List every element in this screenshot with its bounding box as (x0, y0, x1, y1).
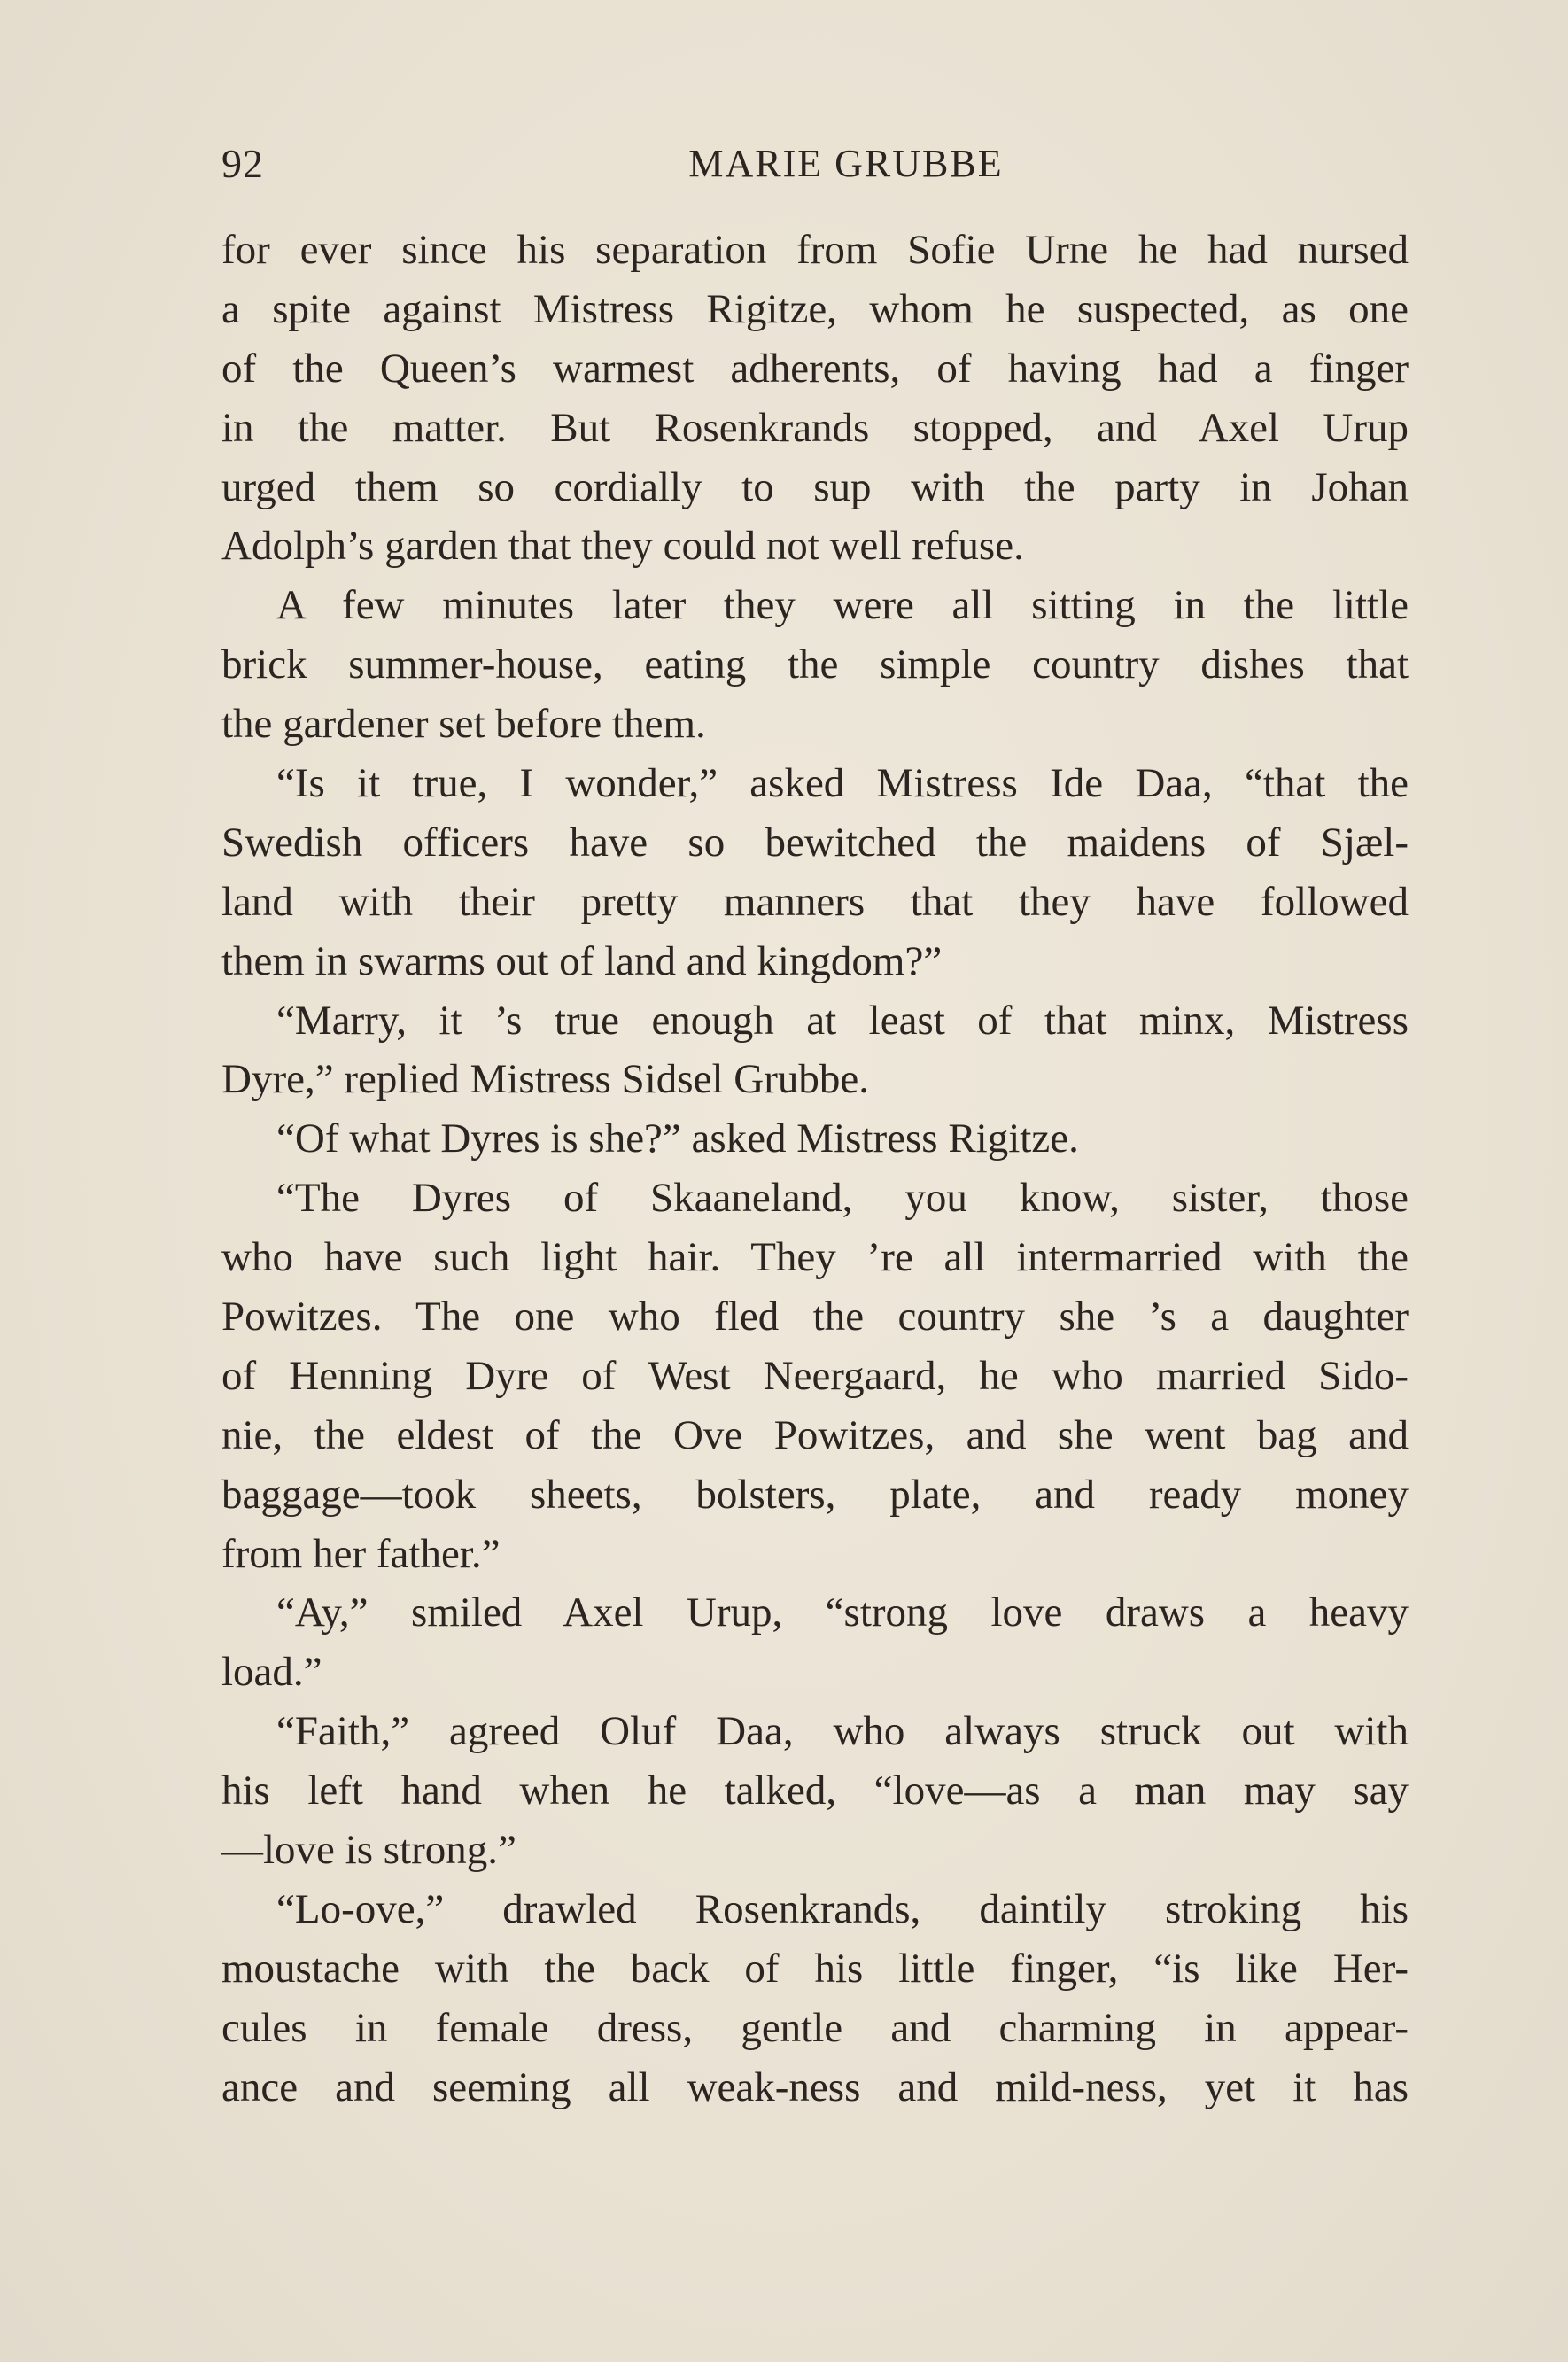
text-line: “Lo-ove,” drawled Rosenkrands, daintily stroking his (276, 1885, 1409, 1932)
text-line: “Of what Dyres is she?” asked Mistress Rigitze. (276, 1115, 1079, 1162)
text-line: who have such light hair. They ’re all intermarried with the (221, 1234, 1409, 1281)
text-line: in the matter. But Rosenkrands stopped, and Axel Urup (221, 404, 1409, 451)
text-line: “Faith,” agreed Oluf Daa, who always struck out with (276, 1708, 1409, 1755)
text-line: Dyre,” replied Mistress Sidsel Grubbe. (221, 1056, 869, 1103)
text-line: nie, the eldest of the Ove Powitzes, and she went bag and (221, 1411, 1409, 1458)
text-line: —love is strong.” (221, 1827, 516, 1874)
text-line: cules in female dress, gentle and charming in appear- (221, 2004, 1409, 2051)
text-line: land with their pretty manners that they have followed (221, 878, 1409, 925)
text-line: baggage—took sheets, bolsters, plate, and ready money (221, 1471, 1409, 1518)
text-line: Adolph’s garden that they could not well refuse. (221, 523, 1024, 570)
text-line: of the Queen’s warmest adherents, of having had a finger (221, 345, 1409, 392)
text-line: Swedish officers have so bewitched the maidens of Sjæl- (221, 819, 1409, 866)
text-line: for ever since his separation from Sofie Urne he had nursed (221, 227, 1409, 273)
running-title: MARIE GRUBBE (688, 142, 1004, 185)
text-line: Powitzes. The one who fled the country she ’s a daughter (221, 1294, 1409, 1340)
text-line: from her father.” (221, 1530, 501, 1577)
text-line: the gardener set before them. (221, 701, 706, 748)
body-text (221, 221, 1409, 2117)
text-line: ance and seeming all weak-ness and mild-ness, yet it has (221, 2063, 1409, 2110)
text-line: “Marry, it ’s true enough at least of that minx, Mistress (276, 997, 1409, 1044)
text-line: load.” (221, 1649, 322, 1696)
text-line: “The Dyres of Skaaneland, you know, sister, those (276, 1175, 1409, 1222)
text-line: urged them so cordially to sup with the party in Johan (221, 463, 1409, 510)
text-line: a spite against Mistress Rigitze, whom he suspected, as one (221, 285, 1409, 332)
page-header (221, 133, 1409, 195)
text-line: “Is it true, I wonder,” asked Mistress Ide Daa, “that the (276, 760, 1409, 807)
page-number: 92 (221, 141, 264, 186)
text-line: A few minutes later they were all sitting in the little (276, 582, 1409, 629)
text-line: moustache with the back of his little finger, “is like Her- (221, 1945, 1409, 1992)
text-line: brick summer-house, eating the simple country dishes that (221, 641, 1409, 688)
text-line: his left hand when he talked, “love—as a man may say (221, 1768, 1409, 1814)
text-line: of Henning Dyre of West Neergaard, he who married Sido- (221, 1352, 1409, 1399)
text-line: them in swarms out of land and kingdom?” (221, 937, 943, 984)
text-line: “Ay,” smiled Axel Urup, “strong love draws a heavy (276, 1589, 1409, 1636)
